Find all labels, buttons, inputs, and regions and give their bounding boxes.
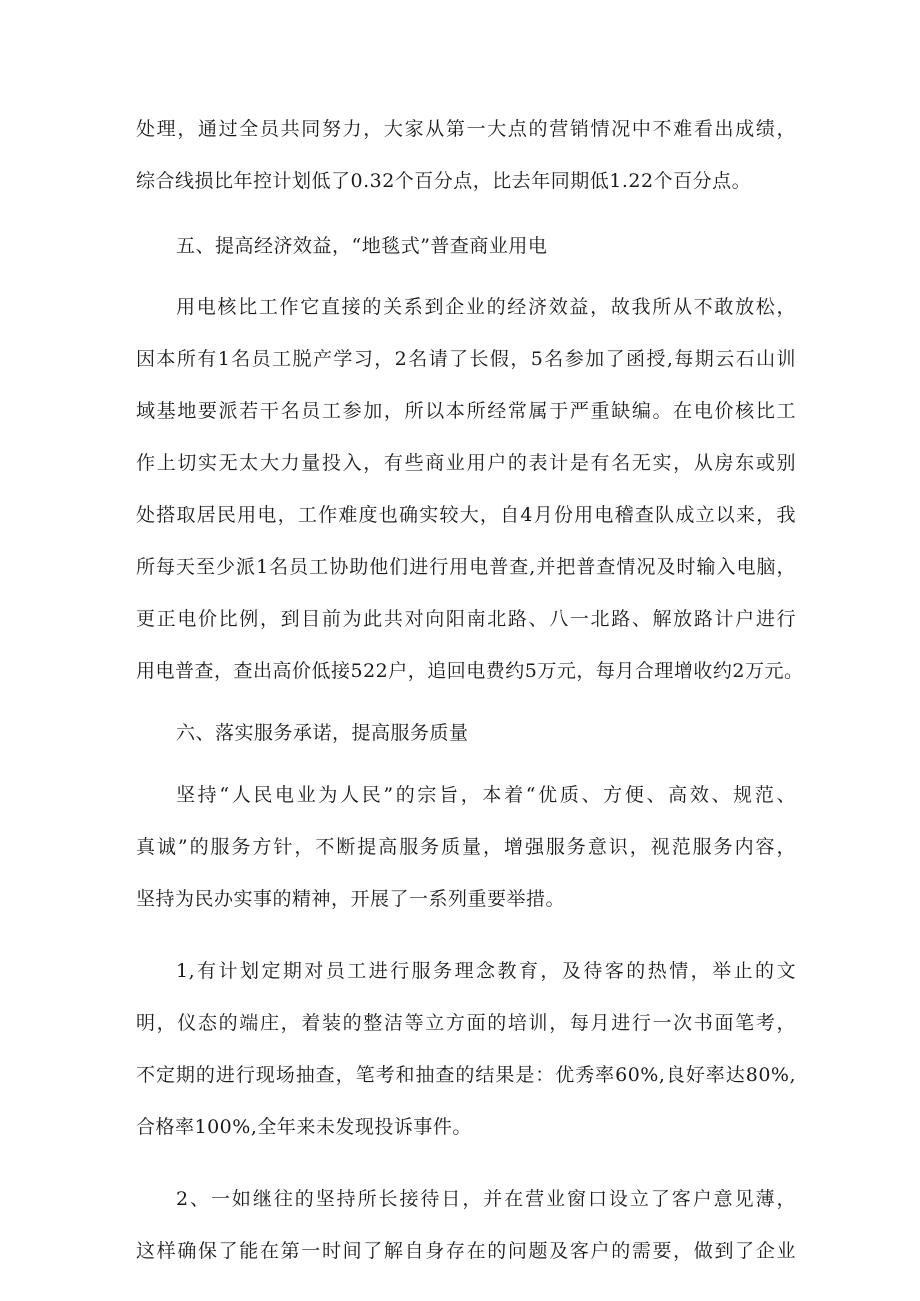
section5-line-5: 处搭取居民用电，工作难度也确实较大，自4月份用电稽查队成立以来，我 bbox=[136, 504, 796, 526]
section-heading-6: 六、落实服务承诺，提高服务质量 bbox=[176, 722, 469, 744]
section5-line-7: 更正电价比例，到目前为此共对向阳南北路、八一北路、解放路计户进行 bbox=[136, 608, 796, 630]
intro-line-2: 综合线损比年控计划低了0.32个百分点，比去年同期低1.22个百分点。 bbox=[136, 170, 752, 192]
item1-line-4: 合格率100%,全年来未发现投诉事件。 bbox=[136, 1116, 472, 1138]
item1-line-3: 不定期的进行现场抽查，笔考和抽查的结果是：优秀率60%,良好率达80%, bbox=[136, 1064, 796, 1086]
item1-line-1: 1,有计划定期对员工进行服务理念教育，及待客的热情，举止的文 bbox=[176, 960, 796, 982]
section6-line-3: 坚持为民办实事的精神，开展了一系列重要举措。 bbox=[136, 888, 566, 910]
item1-line-2: 明，仪态的端庄，着装的整洁等立方面的培训，每月进行一次书面笔考， bbox=[136, 1012, 796, 1034]
section6-line-2: 真诚”的服务方针，不断提高服务质量，增强服务意识，视范服务内容， bbox=[136, 836, 796, 858]
section5-line-8: 用电普查，查出高价低接522户，追回电费约5万元，每月合理增收约2万元。 bbox=[136, 660, 804, 682]
section-heading-5: 五、提高经济效益，“地毯式”普查商业用电 bbox=[176, 235, 548, 257]
item2-line-2: 这样确保了能在第一时间了解自身存在的问题及客户的需要，做到了企业 bbox=[136, 1240, 796, 1262]
section5-line-4: 作上切实无太大力量投入，有些商业用户的表计是有名无实，从房东或别 bbox=[136, 452, 796, 474]
section5-line-6: 所每天至少派1名员工协助他们进行用电普查,并把普查情况及时输入电脑， bbox=[136, 556, 796, 578]
item2-line-1: 2、一如继往的坚持所长接待日，并在营业窗口设立了客户意见薄， bbox=[176, 1188, 796, 1210]
section6-line-1: 坚持“人民电业为人民”的宗旨，本着“优质、方便、高效、规范、 bbox=[176, 784, 796, 806]
section5-line-3: 域基地要派若干名员工参加，所以本所经常属于严重缺编。在电价核比工 bbox=[136, 400, 796, 422]
section5-line-1: 用电核比工作它直接的关系到企业的经济效益，故我所从不敢放松， bbox=[176, 296, 796, 318]
section5-line-2: 因本所有1名员工脱产学习，2名请了长假，5名参加了函授,每期云石山训 bbox=[136, 348, 796, 370]
intro-line-1: 处理，通过全员共同努力，大家从第一大点的营销情况中不难看出成绩， bbox=[136, 118, 796, 140]
